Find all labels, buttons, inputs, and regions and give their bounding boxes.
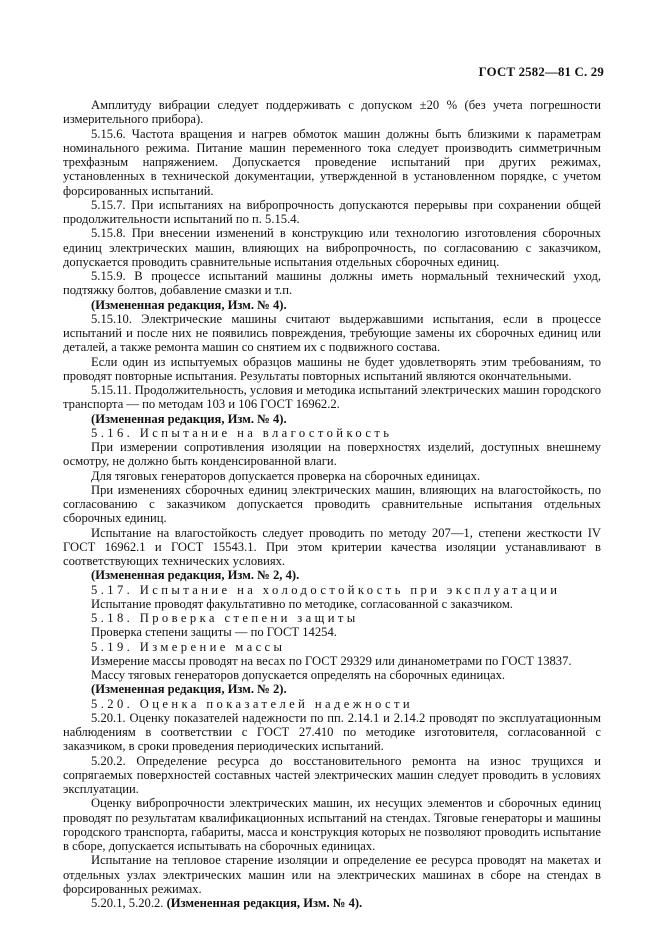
paragraph: Измерение массы проводят на весах по ГОСТ 29329 или динанометрами по ГОСТ 13837.	[91, 653, 572, 668]
section-heading: 5.16. Испытание на влагостойкость	[91, 425, 393, 440]
paragraph: 5.15.7. При испытаниях на вибропрочность допускаются перерывы при сохранении общей продолжительности испытаний по п. 5.15.4.	[63, 197, 601, 226]
page-header: ГОСТ 2582—81 С. 29	[478, 65, 604, 79]
paragraph: Испытание на тепловое старение изоляции и определение ее ресурса проводят на макетах и отдельных узлах электрических машин или на электрических машинах в сборе на стендах в форсированных режимах.	[63, 853, 601, 896]
document-body	[63, 98, 601, 910]
paragraph: При измерении сопротивления изоляции на поверхностях изделий, доступных внешнему осмотру, не должно быть конденсированной влаги.	[63, 440, 601, 469]
paragraph: 5.15.11. Продолжительность, условия и методика испытаний электрических машин городского транспорта — по методам 103 и 106 ГОСТ 16962.2.	[63, 383, 601, 412]
amendment-note: (Измененная редакция, Изм. № 2).	[91, 682, 287, 697]
amendment-note: (Измененная редакция, Изм. № 4).	[166, 896, 363, 910]
paragraph: Испытание проводят факультативно по методике, согласованной с заказчиком.	[91, 596, 513, 611]
amendment-note: (Измененная редакция, Изм. № 2, 4).	[91, 568, 300, 583]
paragraph: При изменениях сборочных единиц электрических машин, влияющих на влагостойкость, по согласованию с заказчиком допускается проводить сравнительные испытания отдельных сборочных единиц.	[63, 482, 601, 526]
paragraph: Оценку вибропрочности электрических машин, их несущих элементов и сборочных единиц проводят по результатам квалификационных испытаний на стендах. Тяговые генераторы и машины городского транспорта, габариты, масса и конструкция которых не позволяют проводить испытание в сборе, допускается испытывать на сборочных единицах.	[63, 796, 601, 853]
amendment-note: (Измененная редакция, Изм. № 4).	[91, 297, 287, 312]
paragraph: 5.15.10. Электрические машины считают выдержавшими испытания, если в процессе испытаний и после них не появились повреждения, требующие замены их сборочных единиц или деталей, а также ремонта машин со снятием их с подвижного состава.	[63, 311, 601, 355]
paragraph: 5.15.9. В процессе испытаний машины должны иметь нормальный технический уход, подтяжку болтов, добавление смазки и т.п.	[63, 269, 601, 298]
paragraph: Испытание на влагостойкость следует проводить по методу 207—1, степени жесткости IV ГОСТ 16962.1 и ГОСТ 15543.1. При этом критерии качества изоляции устанавливают в соответствующих технических условиях.	[63, 525, 601, 568]
paragraph: 5.20.2. Определение ресурса до восстановительного ремонта на износ трущихся и сопрягаемых поверхностей составных частей электрических машин следует проводить в условиях эксплуатации.	[63, 753, 601, 796]
section-heading: 5.19. Измерение массы	[91, 639, 286, 654]
paragraph: 5.15.6. Частота вращения и нагрев обмоток машин должны быть близкими к параметрам номинального режима. Питание машин переменного тока следует производить симметричным трехфазным напряжением. Допускается проведение испытаний при других режимах, установленных в технической документации, утвержденной в установленном порядке, с учетом форсированных испытаний.	[63, 126, 601, 198]
paragraph: 5.15.8. При внесении изменений в конструкцию или технологию изготовления сборочных единиц электрических машин, влияющих на вибропрочность, по согласованию с заказчиком, допускается проводить сравнительные испытания отдельных сборочных единиц.	[63, 226, 601, 269]
paragraph: Если один из испытуемых образцов машины не будет удовлетворять этим требованиям, то проводят повторные испытания. Результаты повторных испытаний являются окончательными.	[63, 354, 601, 383]
clause-refs: 5.20.1, 5.20.2.	[91, 896, 164, 910]
paragraph	[63, 896, 601, 910]
section-heading: 5.20. Оценка показателей надежности	[91, 696, 414, 711]
paragraph: Амплитуду вибрации следует поддерживать с допуском ±20 % (без учета погрешности измерительного прибора).	[63, 98, 601, 127]
amendment-note: (Измененная редакция, Изм. № 4).	[91, 411, 287, 426]
paragraph: 5.20.1. Оценку показателей надежности по пп. 2.14.1 и 2.14.2 проводят по эксплуатационным наблюдениям в соответствии с ГОСТ 27.410 по методике изготовителя, согласованной с заказчиком, в сроки проведения периодических испытаний.	[63, 710, 601, 754]
paragraph: Для тяговых генераторов допускается проверка на сборочных единицах.	[91, 468, 481, 483]
section-heading: 5.18. Проверка степени защиты	[91, 611, 359, 625]
section-heading: 5.17. Испытание на холодостойкость при эксплуатации	[91, 582, 561, 597]
paragraph: Массу тяговых генераторов допускается определять на сборочных единицах.	[91, 668, 506, 682]
paragraph: Проверка степени защиты — по ГОСТ 14254.	[91, 625, 337, 640]
